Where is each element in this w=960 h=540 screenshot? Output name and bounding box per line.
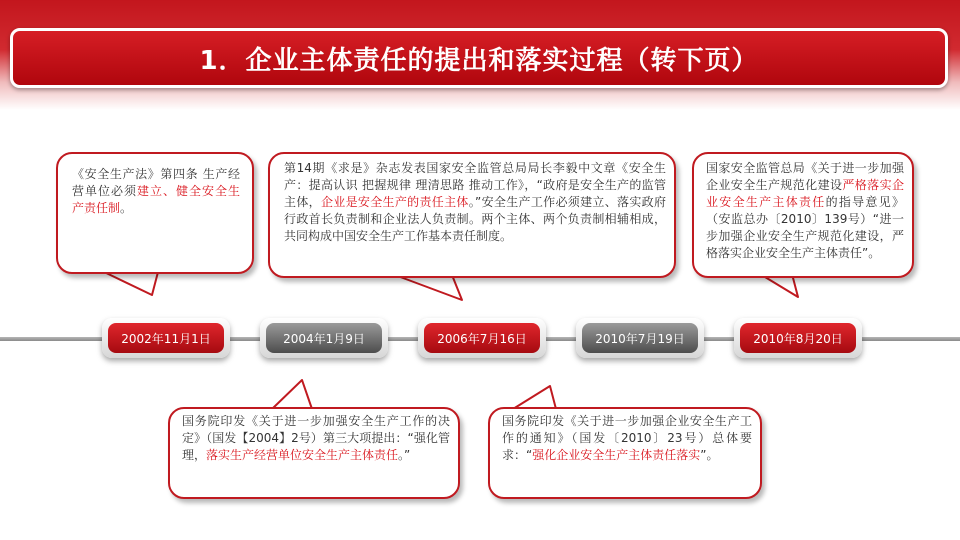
note-2010-08: 国家安全监管总局《关于进一步加强企业安全生产规范化建设严格落实企业安全生产主体责任的指导意见》（安监总办〔2010〕139号）“进一步加强企业安全生产规范化建设，严格落实企业安全生产主体责任”。 <box>692 152 914 278</box>
tail-2010a <box>513 386 556 409</box>
timeline-date: 2010年8月20日 <box>740 323 856 353</box>
tail-2004 <box>272 380 312 409</box>
timeline-date: 2010年7月19日 <box>582 323 698 353</box>
timeline-date: 2004年1月9日 <box>266 323 382 353</box>
timeline-node-2004 <box>260 318 388 358</box>
tail-2006 <box>395 275 462 300</box>
timeline-node-2010-07 <box>576 318 704 358</box>
note-2002: 《安全生产法》第四条 生产经营单位必须建立、健全安全生产责任制。 <box>56 152 254 274</box>
page-title: 1．企业主体责任的提出和落实过程（转下页） <box>199 45 759 76</box>
timeline-date: 2002年11月1日 <box>108 323 224 353</box>
note-2010-07: 国务院印发《关于进一步加强企业安全生产工作的通知》（国发〔2010〕23号）总体要求：“强化企业安全生产主体责任落实”。 <box>488 407 762 499</box>
timeline-node-2002 <box>102 318 230 358</box>
timeline-date: 2006年7月16日 <box>424 323 540 353</box>
timeline-node-2010-08 <box>734 318 862 358</box>
timeline-node-2006 <box>418 318 546 358</box>
note-2006: 第14期《求是》杂志发表国家安全监管总局局长李毅中文章《安全生产：提高认识 把握规律 理清思路 推动工作》，“政府是安全生产的监管主体，企业是安全生产的责任主体。”安全生产工作必须建立、落实政府行政首长负责制和企业法人负责制。两个主体、两个负责制相辅相成，共同构成中国安全生产工作基本责任制度。 <box>268 152 676 278</box>
note-2004: 国务院印发《关于进一步加强安全生产工作的决定》（国发【2004】2号）第三大项提出：“强化管理，落实生产经营单位安全生产主体责任。” <box>168 407 460 499</box>
